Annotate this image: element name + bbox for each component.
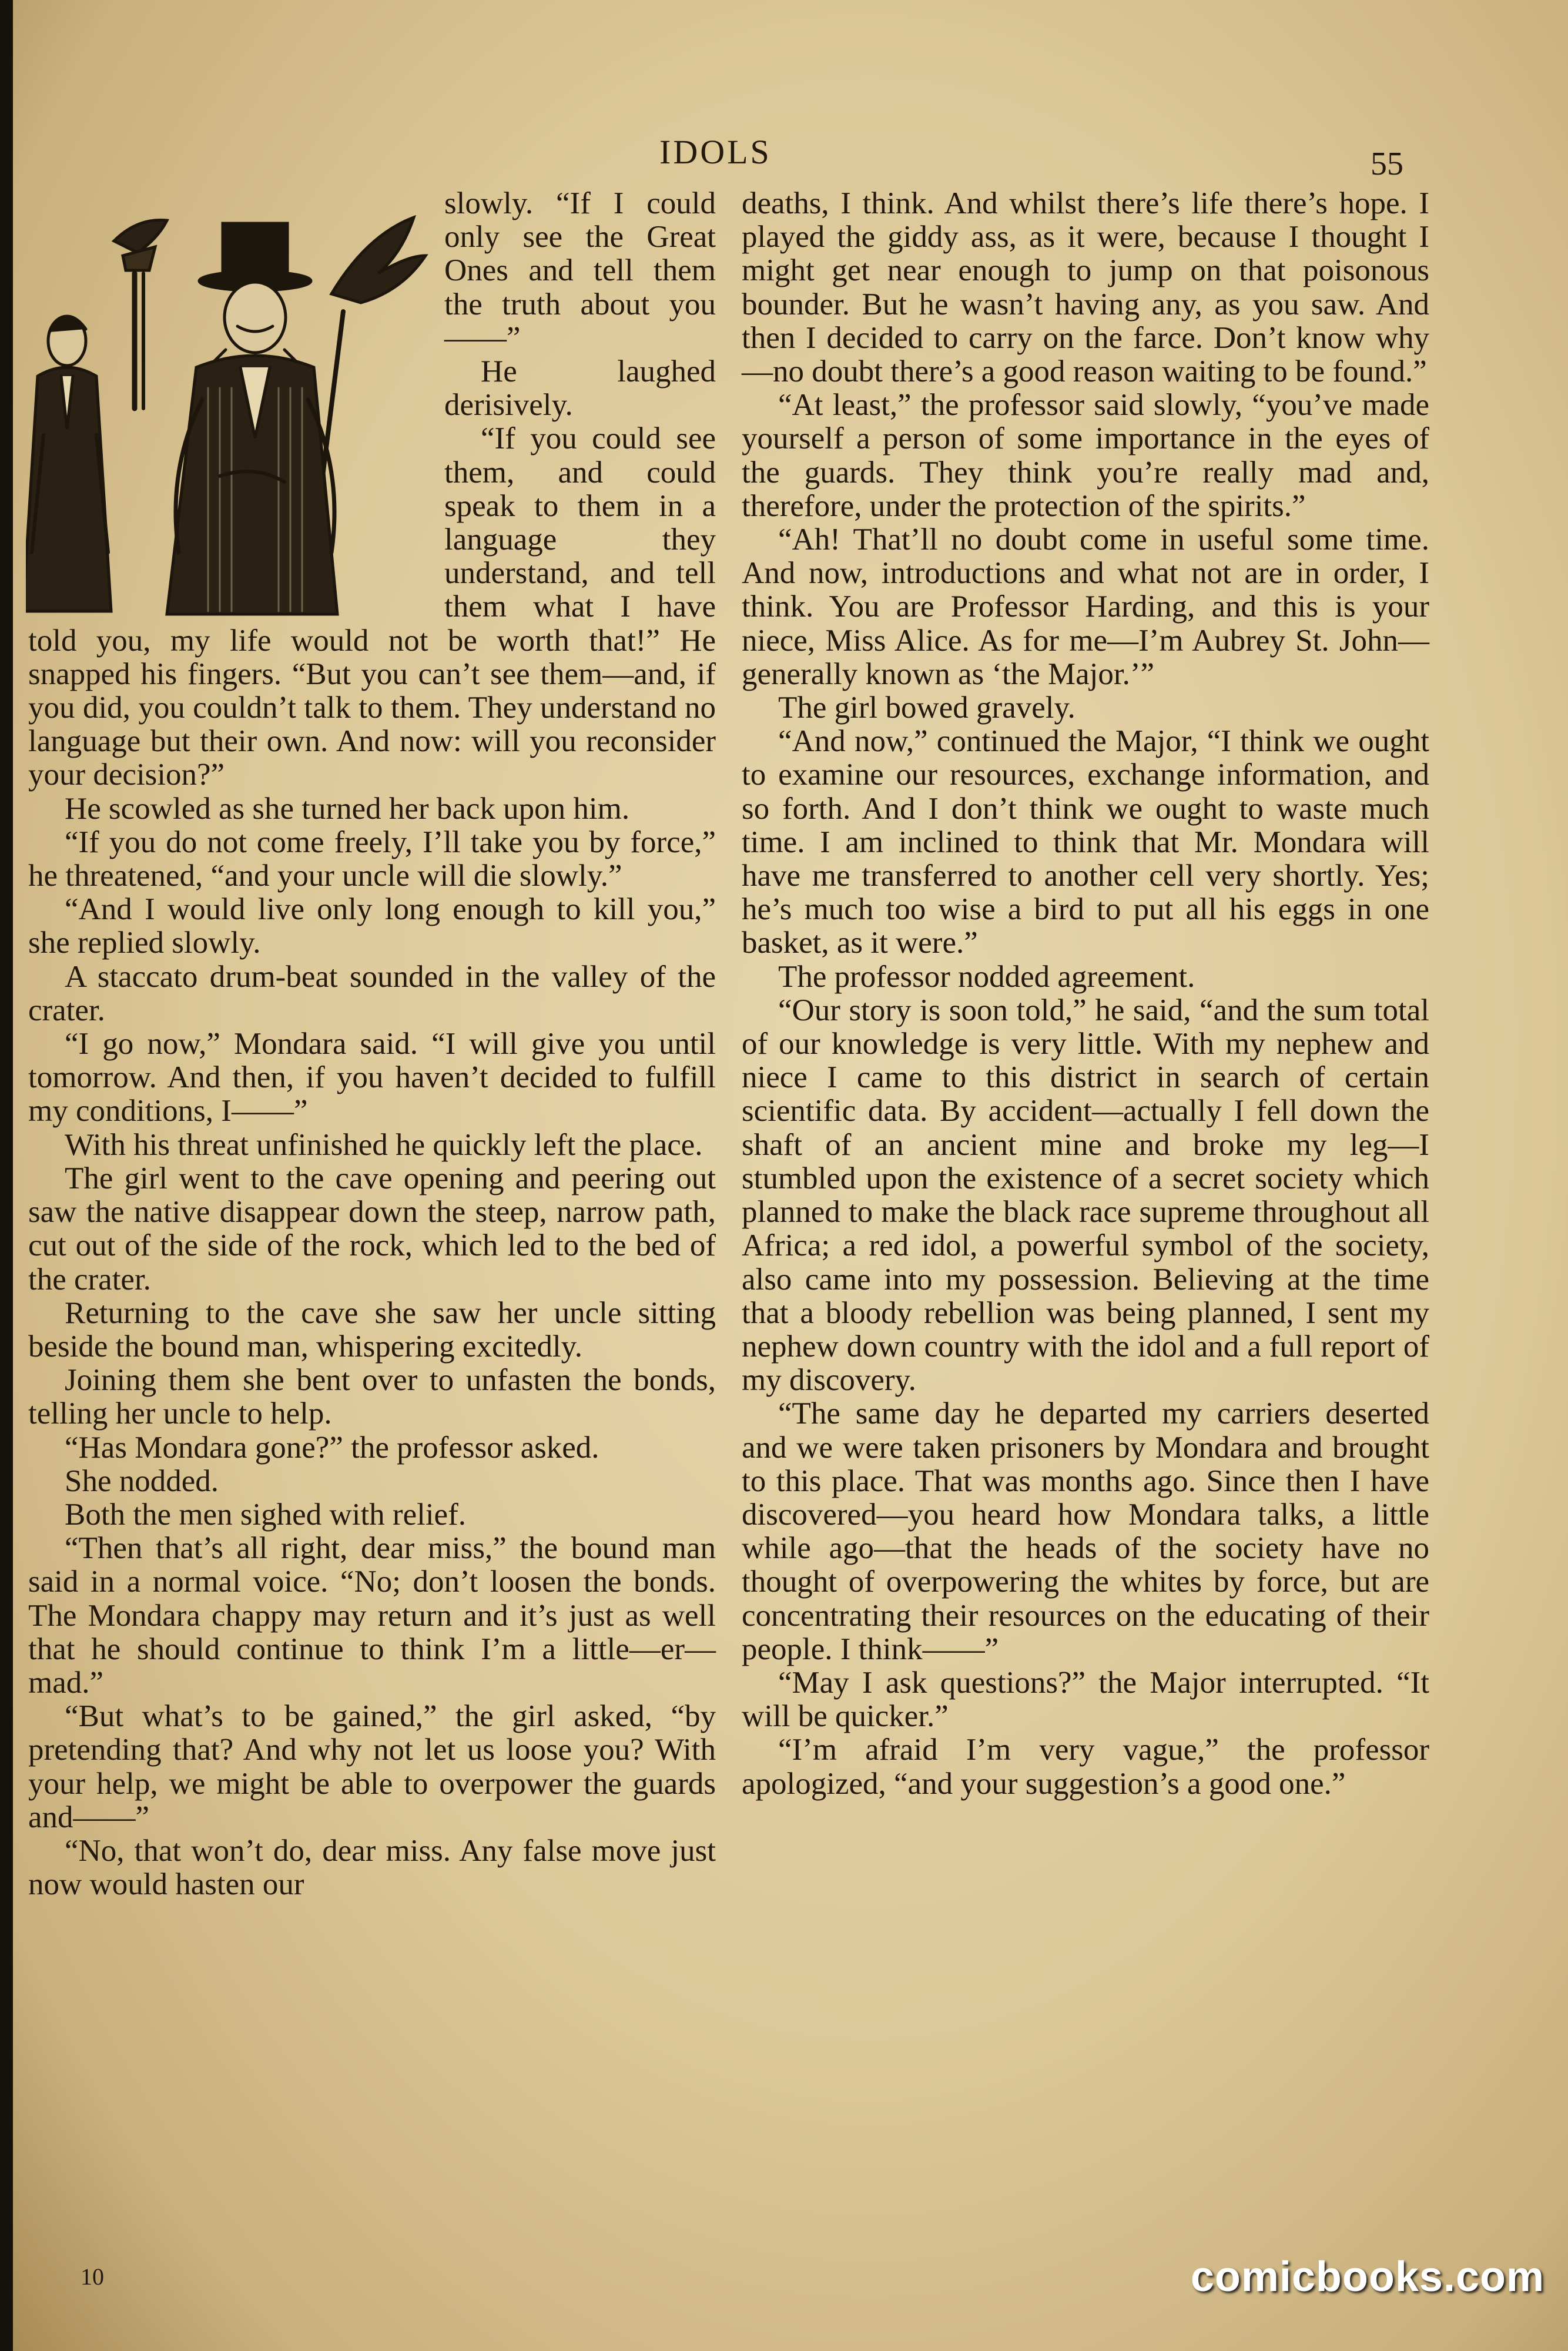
paragraph: “I’m afraid I’m very vague,” the professor apologized, “and your suggestion’s a good one.”: [742, 1733, 1429, 1801]
paragraph: “And I would live only long enough to kill you,” she replied slowly.: [28, 892, 716, 960]
paragraph: Both the men sighed with relief.: [65, 1497, 466, 1532]
right-column: [742, 187, 1429, 1801]
paragraph: She nodded.: [65, 1463, 219, 1498]
paragraph: A staccato drum-beat sounded in the valley of the crater.: [28, 959, 716, 1027]
paragraph: “Then that’s all right, dear miss,” the bound man said in a normal voice. “No; don’t loosen the bonds. The Mondara chappy may return and it’s just as well that he should continue to think I’m a little—er—mad.”: [28, 1531, 716, 1700]
paragraph: “Our story is soon told,” he said, “and the sum total of our knowledge is very little. With my nephew and niece I came to this district in search of certain scientific data. By accident—actually I fell down the shaft of an ancient mine and broke my leg—I stumbled upon the existence of a secret society which planned to make the black race supreme throughout all Africa; a red idol, a powerful symbol of the society, also came into my possession. Believing at the time that a bloody rebellion was being planned, I sent my nephew down country with the idol and a full report of my discovery.: [742, 993, 1429, 1398]
paragraph: With his threat unfinished he quickly left the place.: [65, 1127, 703, 1162]
illustration-two-men-with-torches: [26, 200, 431, 617]
paragraph: The professor nodded agreement.: [778, 959, 1195, 994]
left-column: [28, 187, 716, 1901]
page-number: 55: [1371, 146, 1403, 182]
running-head: IDOLS: [659, 133, 772, 171]
paragraph: Joining them she bent over to unfasten the bonds, telling her uncle to help.: [28, 1363, 716, 1431]
paragraph: “At least,” the professor said slowly, “you’ve made yourself a person of some importance in the eyes of the guards. They think you’re really mad and, therefore, under the protection of the spirits.”: [742, 388, 1429, 523]
paragraph: “But what’s to be gained,” the girl asked, “by pretending that? And why not let us loose you? With your help, we might be able to overpower the guards and——”: [28, 1699, 716, 1834]
paragraph: “May I ask questions?” the Major interrupted. “It will be quicker.”: [742, 1665, 1429, 1734]
paragraph: “Ah! That’ll no doubt come in useful some time. And now, introductions and what not are in order, I think. You are Professor Harding, and this is your niece, Miss Alice. As for me—I’m Aubrey St. John—generally known as ‘the Major.’”: [742, 523, 1429, 691]
book-binding-shadow: [0, 0, 13, 2351]
paragraph: “I go now,” Mondara said. “I will give you until tomorrow. And then, if you haven’t decided to fulfill my conditions, I——”: [28, 1027, 716, 1128]
folio-number: 10: [81, 2263, 104, 2290]
paragraph: “And now,” continued the Major, “I think we ought to examine our resources, exchange information, and so forth. And I don’t think we ought to waste much time. I am inclined to think that Mr. Mondara will have me transferred to another cell very shortly. Yes; he’s much too wise a bird to put all his eggs in one basket, as it were.”: [742, 724, 1429, 960]
page-header: [13, 132, 1568, 182]
paragraph: “Has Mondara gone?” the professor asked.: [65, 1430, 599, 1465]
paragraph: “The same day he departed my carriers deserted and we were taken prisoners by Mondara and brought to this place. That was months ago. Since then I have discovered—you heard how Mondara talks, a little while ago—that the heads of the society have no thought of overpowering the whites by force, but are concentrating their resources on the educating of their people. I think——”: [742, 1396, 1429, 1666]
paragraph: He scowled as she turned her back upon him.: [65, 791, 630, 826]
paragraph: He laughed derisively.: [444, 354, 716, 423]
paragraph: The girl bowed gravely.: [778, 691, 1076, 725]
paragraph: “If you could see them, and could speak to them in a language they understand, and tell them what I have told you, my life would not be worth that!” He snapped his fingers. “But you can’t see them—and, if you did, you couldn’t talk to them. They understand no language but their own. And now: will you reconsider your decision?”: [28, 421, 716, 792]
book-page: [13, 0, 1568, 2351]
paragraph: slowly. “If I could only see the Great Ones and tell them the truth about you——”: [444, 186, 716, 355]
paragraph: Returning to the cave she saw her uncle sitting beside the bound man, whispering excitedly.: [28, 1295, 716, 1364]
paragraph: “No, that won’t do, dear miss. Any false move just now would hasten our: [28, 1833, 716, 1902]
site-watermark: comicbooks.com: [1190, 2253, 1544, 2300]
paragraph: “If you do not come freely, I’ll take you by force,” he threatened, “and your uncle will die slowly.”: [28, 825, 716, 893]
paragraph: deaths, I think. And whilst there’s life there’s hope. I played the giddy ass, as it were, because I thought I might get near enough to jump on that poisonous bounder. But he wasn’t having any, as you saw. And then I decided to carry on the farce. Don’t know why—no doubt there’s a good reason waiting to be found.”: [742, 186, 1429, 389]
paragraph: The girl went to the cave opening and peering out saw the native disappear down the steep, narrow path, cut out of the side of the rock, which led to the bed of the crater.: [28, 1161, 716, 1297]
